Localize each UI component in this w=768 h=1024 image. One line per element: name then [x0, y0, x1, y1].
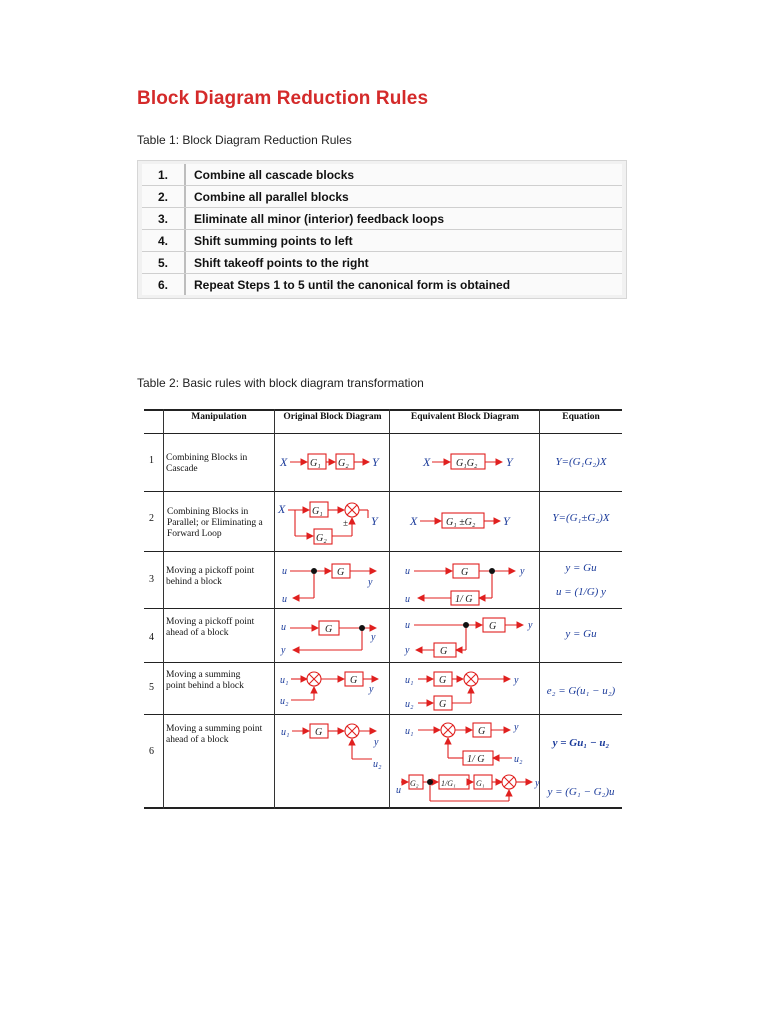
- equation: e₂ = G(u₁ − u₂): [546, 685, 616, 697]
- pickoff-point: [489, 568, 495, 574]
- row-number: 1: [149, 455, 154, 466]
- manipulation-text: Moving a summing point behind a block: [166, 670, 244, 691]
- row-number: 6: [149, 746, 154, 757]
- label-g: G: [478, 726, 486, 737]
- manipulation-text: Combining Blocks in Parallel; or Eliminating a Forward Loop: [167, 507, 263, 539]
- label-u1: u₁: [405, 726, 414, 737]
- label-g: G: [315, 727, 323, 738]
- label-g1: G₁: [312, 506, 323, 517]
- label-u1: u₁: [405, 675, 414, 686]
- label-g2: G₂: [316, 533, 327, 544]
- rule-number: 6.: [142, 274, 186, 295]
- rule-text: Shift summing points to left: [194, 233, 353, 248]
- equation: y = (G₁ − G₂)u: [547, 786, 615, 798]
- label-x: X: [410, 514, 418, 528]
- label-x: X: [278, 502, 286, 516]
- label-y: y: [520, 566, 525, 577]
- label-y: y: [374, 737, 379, 748]
- label-plus-minus: ±: [343, 518, 348, 528]
- manipulation-text: Moving a pickoff point behind a block: [166, 566, 255, 587]
- table1-caption: Table 1: Block Diagram Reduction Rules: [137, 133, 352, 147]
- rule-text: Eliminate all minor (interior) feedback loops: [194, 211, 445, 226]
- label-u: u: [282, 594, 287, 605]
- header-equation: Equation: [562, 412, 600, 422]
- label-u2: u₂: [280, 696, 289, 707]
- label-u1: u₁: [281, 727, 290, 738]
- rule-text: Combine all parallel blocks: [194, 189, 349, 204]
- rule-number: 5.: [142, 252, 186, 273]
- pickoff-point: [359, 625, 365, 631]
- label-y: Y: [372, 455, 379, 469]
- label-y: y: [514, 722, 519, 733]
- header-manipulation: Manipulation: [191, 412, 247, 422]
- label-y: Y: [503, 514, 510, 528]
- label-y: Y: [371, 514, 378, 528]
- label-y: y: [368, 577, 373, 588]
- label-g2: G₂: [338, 458, 349, 469]
- label-g: G: [489, 621, 497, 632]
- label-inverse-g: 1/ G: [467, 754, 485, 765]
- equation: Y=(G₁±G₂)X: [552, 512, 610, 524]
- label-u: u: [405, 620, 410, 631]
- row-number: 3: [149, 574, 154, 585]
- label-y: y: [535, 778, 540, 789]
- label-u2: u₂: [514, 754, 523, 765]
- label-g1: G₁: [476, 779, 485, 788]
- rule-number: 4.: [142, 230, 186, 251]
- label-g: G: [439, 675, 447, 686]
- manipulation-text: Combining Blocks in Cascade: [166, 453, 248, 474]
- label-u2: u₂: [405, 699, 414, 710]
- manipulation-text: Moving a summing point ahead of a block: [166, 724, 263, 745]
- equation: u = (1/G) y: [556, 586, 606, 598]
- label-u: u: [405, 594, 410, 605]
- rule-number: 3.: [142, 208, 186, 229]
- label-inverse-g: 1/ G: [455, 594, 473, 605]
- label-g1g2: G₁G₂: [456, 458, 478, 469]
- label-g: G: [461, 567, 469, 578]
- label-y: Y: [506, 455, 513, 469]
- header-equivalent: Equivalent Block Diagram: [410, 412, 520, 422]
- label-g2: G₂: [410, 779, 419, 788]
- label-g: G: [440, 646, 448, 657]
- equation: y = Gu: [565, 628, 597, 640]
- label-y: y: [281, 645, 286, 656]
- label-inverse-g1: 1/G₁: [441, 779, 456, 788]
- label-y: y: [528, 620, 533, 631]
- header-original: Original Block Diagram: [283, 412, 382, 422]
- row-number: 4: [149, 632, 154, 643]
- label-g1-pm-g2: G₁ ±G₂: [446, 517, 476, 528]
- label-u: u: [396, 785, 401, 796]
- equation: y = Gu: [565, 562, 597, 574]
- label-y: y: [405, 645, 410, 656]
- table2-caption: Table 2: Basic rules with block diagram transformation: [137, 376, 424, 390]
- label-g: G: [350, 675, 358, 686]
- label-g: G: [439, 699, 447, 710]
- label-y: y: [514, 675, 519, 686]
- label-u: u: [405, 566, 410, 577]
- label-u: u: [281, 622, 286, 633]
- label-u2: u₂: [373, 759, 382, 770]
- rule-number: 1.: [142, 164, 186, 185]
- pickoff-point: [427, 779, 433, 785]
- equation: y = Gu₁ − u₂: [552, 737, 610, 749]
- rule-text: Repeat Steps 1 to 5 until the canonical form is obtained: [194, 277, 511, 292]
- pickoff-point: [311, 568, 317, 574]
- label-u1: u₁: [280, 675, 289, 686]
- label-g1: G₁: [310, 458, 321, 469]
- label-y: y: [371, 632, 376, 643]
- label-g: G: [337, 567, 345, 578]
- label-x: X: [423, 455, 431, 469]
- label-g: G: [325, 624, 333, 635]
- label-y: y: [369, 684, 374, 695]
- equation: Y=(G₁G₂)X: [555, 456, 607, 468]
- rule-text: Shift takeoff points to the right: [194, 255, 369, 270]
- rule-text: Combine all cascade blocks: [194, 167, 355, 182]
- label-u: u: [282, 566, 287, 577]
- row-number: 2: [149, 513, 154, 524]
- pickoff-point: [463, 622, 469, 628]
- rule-number: 2.: [142, 186, 186, 207]
- row-number: 5: [149, 682, 154, 693]
- label-x: X: [280, 455, 288, 469]
- manipulation-text: Moving a pickoff point ahead of a block: [166, 617, 255, 638]
- page-title: Block Diagram Reduction Rules: [137, 88, 429, 109]
